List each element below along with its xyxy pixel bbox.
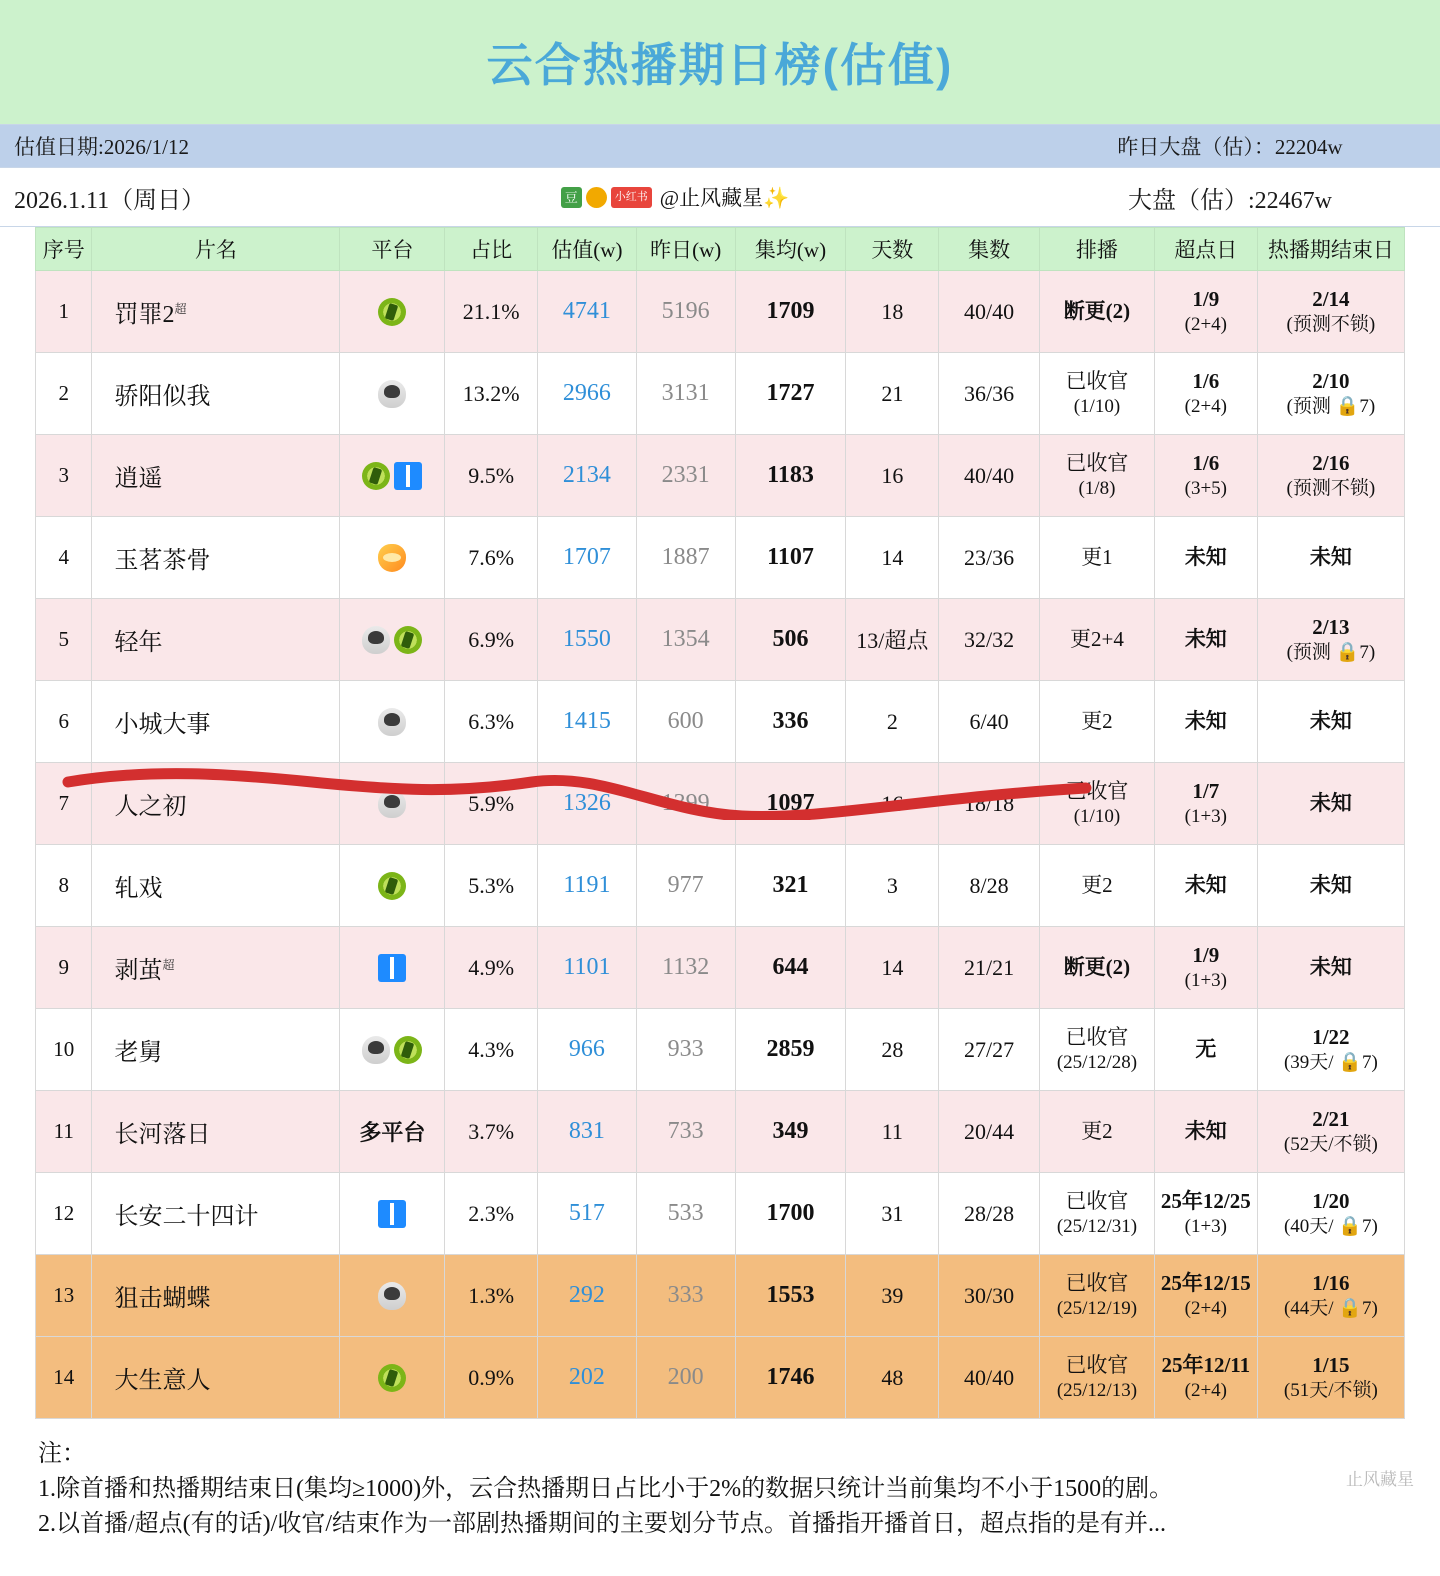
row-title: 人之初	[92, 763, 340, 845]
row-share: 3.7%	[445, 1091, 538, 1173]
row-share: 7.6%	[445, 517, 538, 599]
col-vip-day: 超点日	[1154, 228, 1257, 271]
col-platform: 平台	[340, 228, 445, 271]
col-index: 序号	[36, 228, 92, 271]
table-row	[36, 271, 1405, 353]
row-episodes: 40/40	[939, 1337, 1040, 1419]
tencent-icon	[378, 708, 406, 736]
row-end-date: 2/21 (52天/不锁)	[1257, 1091, 1404, 1173]
row-avg: 1107	[735, 517, 846, 599]
row-index: 5	[36, 599, 92, 681]
row-episodes: 20/44	[939, 1091, 1040, 1173]
header-row	[36, 228, 1405, 271]
row-index: 2	[36, 353, 92, 435]
total-estimate: 大盘（估）:22467w	[1128, 187, 1332, 214]
row-avg: 321	[735, 845, 846, 927]
row-schedule: 已收官 (25/12/13)	[1039, 1337, 1154, 1419]
row-title: 轧戏	[92, 845, 340, 927]
row-yesterday: 1399	[636, 763, 735, 845]
row-index: 3	[36, 435, 92, 517]
row-avg: 349	[735, 1091, 846, 1173]
row-title: 玉茗茶骨	[92, 517, 340, 599]
row-episodes: 40/40	[939, 435, 1040, 517]
row-title: 老舅	[92, 1009, 340, 1091]
row-episodes: 8/28	[939, 845, 1040, 927]
row-estimate: 1707	[538, 517, 637, 599]
row-end-date: 1/16 (44天/ 🔒7)	[1257, 1255, 1404, 1337]
row-vip-day: 未知	[1154, 599, 1257, 681]
row-index: 1	[36, 271, 92, 353]
row-schedule: 已收官 (25/12/19)	[1039, 1255, 1154, 1337]
row-end-date: 未知	[1257, 517, 1404, 599]
table-body	[36, 271, 1405, 1419]
col-title: 片名	[92, 228, 340, 271]
row-platform	[340, 271, 445, 353]
row-episodes: 36/36	[939, 353, 1040, 435]
row-title: 骄阳似我	[92, 353, 340, 435]
row-share: 5.3%	[445, 845, 538, 927]
row-schedule: 更2+4	[1039, 599, 1154, 681]
row-index: 14	[36, 1337, 92, 1419]
row-schedule: 更1	[1039, 517, 1154, 599]
row-share: 13.2%	[445, 353, 538, 435]
row-platform	[340, 435, 445, 517]
row-vip-day: 1/7 (1+3)	[1154, 763, 1257, 845]
youku-icon	[362, 462, 390, 490]
table-row	[36, 353, 1405, 435]
youku-icon	[378, 1364, 406, 1392]
row-vip-day: 1/9 (2+4)	[1154, 271, 1257, 353]
row-share: 4.9%	[445, 927, 538, 1009]
row-estimate: 1415	[538, 681, 637, 763]
row-estimate: 831	[538, 1091, 637, 1173]
row-share: 6.3%	[445, 681, 538, 763]
row-estimate: 2134	[538, 435, 637, 517]
row-schedule: 更2	[1039, 845, 1154, 927]
row-episodes: 28/28	[939, 1173, 1040, 1255]
row-episodes: 23/36	[939, 517, 1040, 599]
row-schedule: 已收官 (1/8)	[1039, 435, 1154, 517]
row-end-date: 2/13 (预测 🔒7)	[1257, 599, 1404, 681]
row-vip-day: 25年12/11 (2+4)	[1154, 1337, 1257, 1419]
row-vip-day: 1/9 (1+3)	[1154, 927, 1257, 1009]
row-vip-day: 25年12/25 (1+3)	[1154, 1173, 1257, 1255]
row-avg: 1709	[735, 271, 846, 353]
row-platform	[340, 1255, 445, 1337]
row-estimate: 1101	[538, 927, 637, 1009]
row-days: 2	[846, 681, 939, 763]
row-title: 轻年	[92, 599, 340, 681]
row-platform	[340, 1009, 445, 1091]
row-avg: 1746	[735, 1337, 846, 1419]
blue-strip-spacer	[330, 125, 1020, 167]
table-row	[36, 763, 1405, 845]
row-index: 13	[36, 1255, 92, 1337]
col-share: 占比	[445, 228, 538, 271]
ranking-table	[35, 227, 1405, 1419]
row-days: 3	[846, 845, 939, 927]
row-share: 9.5%	[445, 435, 538, 517]
row-platform	[340, 1173, 445, 1255]
youku-icon	[378, 872, 406, 900]
row-vip-day: 未知	[1154, 845, 1257, 927]
tencent-icon	[378, 790, 406, 818]
row-title: 大生意人	[92, 1337, 340, 1419]
page-title: 云合热播期日榜(估值)	[486, 39, 954, 91]
row-title: 狙击蝴蝶	[92, 1255, 340, 1337]
row-platform	[340, 927, 445, 1009]
row-schedule: 已收官 (1/10)	[1039, 763, 1154, 845]
row-vip-day: 未知	[1154, 1091, 1257, 1173]
row-estimate: 1191	[538, 845, 637, 927]
row-avg: 336	[735, 681, 846, 763]
row-estimate: 1326	[538, 763, 637, 845]
row-platform	[340, 517, 445, 599]
row-title: 逍遥	[92, 435, 340, 517]
youku-icon	[394, 1036, 422, 1064]
row-estimate: 202	[538, 1337, 637, 1419]
note-line-2: 2.以首播/超点(有的话)/收官/结束作为一部剧热播期间的主要划分节点。首播指开播首日，超点指的是有并...	[38, 1510, 1166, 1537]
row-platform: 多平台	[340, 1091, 445, 1173]
watermark: 止风藏星	[1346, 1470, 1414, 1489]
row-index: 6	[36, 681, 92, 763]
row-estimate: 966	[538, 1009, 637, 1091]
row-index: 4	[36, 517, 92, 599]
table-row	[36, 517, 1405, 599]
iqiyi-icon	[378, 1200, 406, 1228]
row-schedule: 已收官 (1/10)	[1039, 353, 1154, 435]
row-end-date: 2/10 (预测 🔒7)	[1257, 353, 1404, 435]
row-index: 10	[36, 1009, 92, 1091]
row-index: 12	[36, 1173, 92, 1255]
douban-icon: 豆	[561, 187, 582, 208]
row-days: 16	[846, 435, 939, 517]
row-days: 13/超点	[846, 599, 939, 681]
table-row	[36, 1337, 1405, 1419]
col-schedule: 排播	[1039, 228, 1154, 271]
row-vip-day: 未知	[1154, 517, 1257, 599]
xiaohongshu-icon: 小红书	[611, 187, 652, 208]
info-strip-blue	[0, 124, 1440, 168]
weibo-icon	[586, 187, 607, 208]
social-badges	[561, 187, 652, 208]
row-yesterday: 600	[636, 681, 735, 763]
row-platform	[340, 599, 445, 681]
table-row	[36, 1173, 1405, 1255]
row-yesterday: 933	[636, 1009, 735, 1091]
notes-title: 注：	[38, 1441, 86, 1467]
row-avg: 1727	[735, 353, 846, 435]
row-yesterday: 533	[636, 1173, 735, 1255]
row-index: 11	[36, 1091, 92, 1173]
row-title: 小城大事	[92, 681, 340, 763]
tencent-icon	[362, 626, 390, 654]
col-yesterday: 昨日(w)	[636, 228, 735, 271]
row-index: 7	[36, 763, 92, 845]
row-end-date: 未知	[1257, 927, 1404, 1009]
row-vip-day: 1/6 (3+5)	[1154, 435, 1257, 517]
iqiyi-icon	[394, 462, 422, 490]
row-yesterday: 1887	[636, 517, 735, 599]
header-banner	[0, 0, 1440, 124]
row-days: 16	[846, 763, 939, 845]
row-share: 0.9%	[445, 1337, 538, 1419]
row-estimate: 292	[538, 1255, 637, 1337]
row-index: 8	[36, 845, 92, 927]
row-share: 5.9%	[445, 763, 538, 845]
notes-block	[38, 1437, 1440, 1541]
yesterday-total: 昨日大盘（估）：22204w	[1117, 135, 1343, 159]
row-days: 18	[846, 271, 939, 353]
row-days: 14	[846, 927, 939, 1009]
row-yesterday: 1132	[636, 927, 735, 1009]
row-title: 罚罪$2^超$	[92, 271, 340, 353]
row-share: 4.3%	[445, 1009, 538, 1091]
table-row	[36, 1255, 1405, 1337]
row-end-date: 1/20 (40天/ 🔒7)	[1257, 1173, 1404, 1255]
row-days: 21	[846, 353, 939, 435]
row-avg: 644	[735, 927, 846, 1009]
row-index: 9	[36, 927, 92, 1009]
row-yesterday: 5196	[636, 271, 735, 353]
col-episodes: 集数	[939, 228, 1040, 271]
table-row	[36, 1091, 1405, 1173]
row-episodes: 32/32	[939, 599, 1040, 681]
row-estimate: 4741	[538, 271, 637, 353]
row-avg: 1183	[735, 435, 846, 517]
row-days: 28	[846, 1009, 939, 1091]
row-schedule: 已收官 (25/12/31)	[1039, 1173, 1154, 1255]
col-estimate: 估值(w)	[538, 228, 637, 271]
row-share: 1.3%	[445, 1255, 538, 1337]
mango-icon	[378, 544, 406, 572]
row-end-date: 2/16 (预测不锁)	[1257, 435, 1404, 517]
row-end-date: 未知	[1257, 763, 1404, 845]
table-row	[36, 681, 1405, 763]
tencent-icon	[378, 1282, 406, 1310]
row-title: 剥茧$^超$	[92, 927, 340, 1009]
account-block	[330, 168, 1020, 226]
iqiyi-icon	[378, 954, 406, 982]
row-vip-day: 25年12/15 (2+4)	[1154, 1255, 1257, 1337]
row-avg: 1553	[735, 1255, 846, 1337]
row-vip-day: 无	[1154, 1009, 1257, 1091]
row-share: 6.9%	[445, 599, 538, 681]
row-platform	[340, 353, 445, 435]
row-days: 14	[846, 517, 939, 599]
row-vip-day: 未知	[1154, 681, 1257, 763]
row-episodes: 18/18	[939, 763, 1040, 845]
row-estimate: 517	[538, 1173, 637, 1255]
table-row	[36, 599, 1405, 681]
row-episodes: 30/30	[939, 1255, 1040, 1337]
row-yesterday: 977	[636, 845, 735, 927]
row-platform	[340, 763, 445, 845]
row-days: 48	[846, 1337, 939, 1419]
row-estimate: 2966	[538, 353, 637, 435]
account-handle: @止风藏星✨	[659, 186, 790, 210]
row-schedule: 断更(2)	[1039, 271, 1154, 353]
youku-icon	[394, 626, 422, 654]
row-yesterday: 200	[636, 1337, 735, 1419]
row-avg: 2859	[735, 1009, 846, 1091]
row-platform	[340, 1337, 445, 1419]
row-schedule: 更2	[1039, 681, 1154, 763]
table-row	[36, 927, 1405, 1009]
col-days: 天数	[846, 228, 939, 271]
row-share: 21.1%	[445, 271, 538, 353]
row-schedule: 断更(2)	[1039, 927, 1154, 1009]
row-vip-day: 1/6 (2+4)	[1154, 353, 1257, 435]
youku-icon	[378, 298, 406, 326]
info-strip-white	[0, 168, 1440, 227]
row-schedule: 已收官 (25/12/28)	[1039, 1009, 1154, 1091]
day-label: 2026.1.11（周日）	[14, 187, 206, 214]
estimate-date: 估值日期:2026/1/12	[14, 135, 190, 159]
row-share: 2.3%	[445, 1173, 538, 1255]
table-header	[36, 228, 1405, 271]
row-end-date: 未知	[1257, 681, 1404, 763]
row-yesterday: 333	[636, 1255, 735, 1337]
note-line-1: 1.除首播和热播期结束日(集均≥1000)外，云合热播期日占比小于2%的数据只统计当前集均不小于1500的剧。	[38, 1475, 1174, 1502]
table-row	[36, 845, 1405, 927]
row-episodes: 40/40	[939, 271, 1040, 353]
row-end-date: 1/22 (39天/ 🔒7)	[1257, 1009, 1404, 1091]
row-avg: 1700	[735, 1173, 846, 1255]
row-yesterday: 733	[636, 1091, 735, 1173]
row-avg: 506	[735, 599, 846, 681]
row-days: 11	[846, 1091, 939, 1173]
row-end-date: 1/15 (51天/不锁)	[1257, 1337, 1404, 1419]
row-schedule: 更2	[1039, 1091, 1154, 1173]
row-yesterday: 1354	[636, 599, 735, 681]
col-avg: 集均(w)	[735, 228, 846, 271]
row-platform	[340, 681, 445, 763]
table-row	[36, 435, 1405, 517]
tencent-icon	[362, 1036, 390, 1064]
row-title: 长安二十四计	[92, 1173, 340, 1255]
table-row	[36, 1009, 1405, 1091]
tencent-icon	[378, 380, 406, 408]
row-yesterday: 3131	[636, 353, 735, 435]
row-end-date: 2/14 (预测不锁)	[1257, 271, 1404, 353]
row-days: 39	[846, 1255, 939, 1337]
col-end-date: 热播期结束日	[1257, 228, 1404, 271]
row-episodes: 27/27	[939, 1009, 1040, 1091]
row-episodes: 6/40	[939, 681, 1040, 763]
row-estimate: 1550	[538, 599, 637, 681]
row-days: 31	[846, 1173, 939, 1255]
row-yesterday: 2331	[636, 435, 735, 517]
row-title: 长河落日	[92, 1091, 340, 1173]
row-end-date: 未知	[1257, 845, 1404, 927]
row-platform	[340, 845, 445, 927]
row-avg: 1097	[735, 763, 846, 845]
row-episodes: 21/21	[939, 927, 1040, 1009]
